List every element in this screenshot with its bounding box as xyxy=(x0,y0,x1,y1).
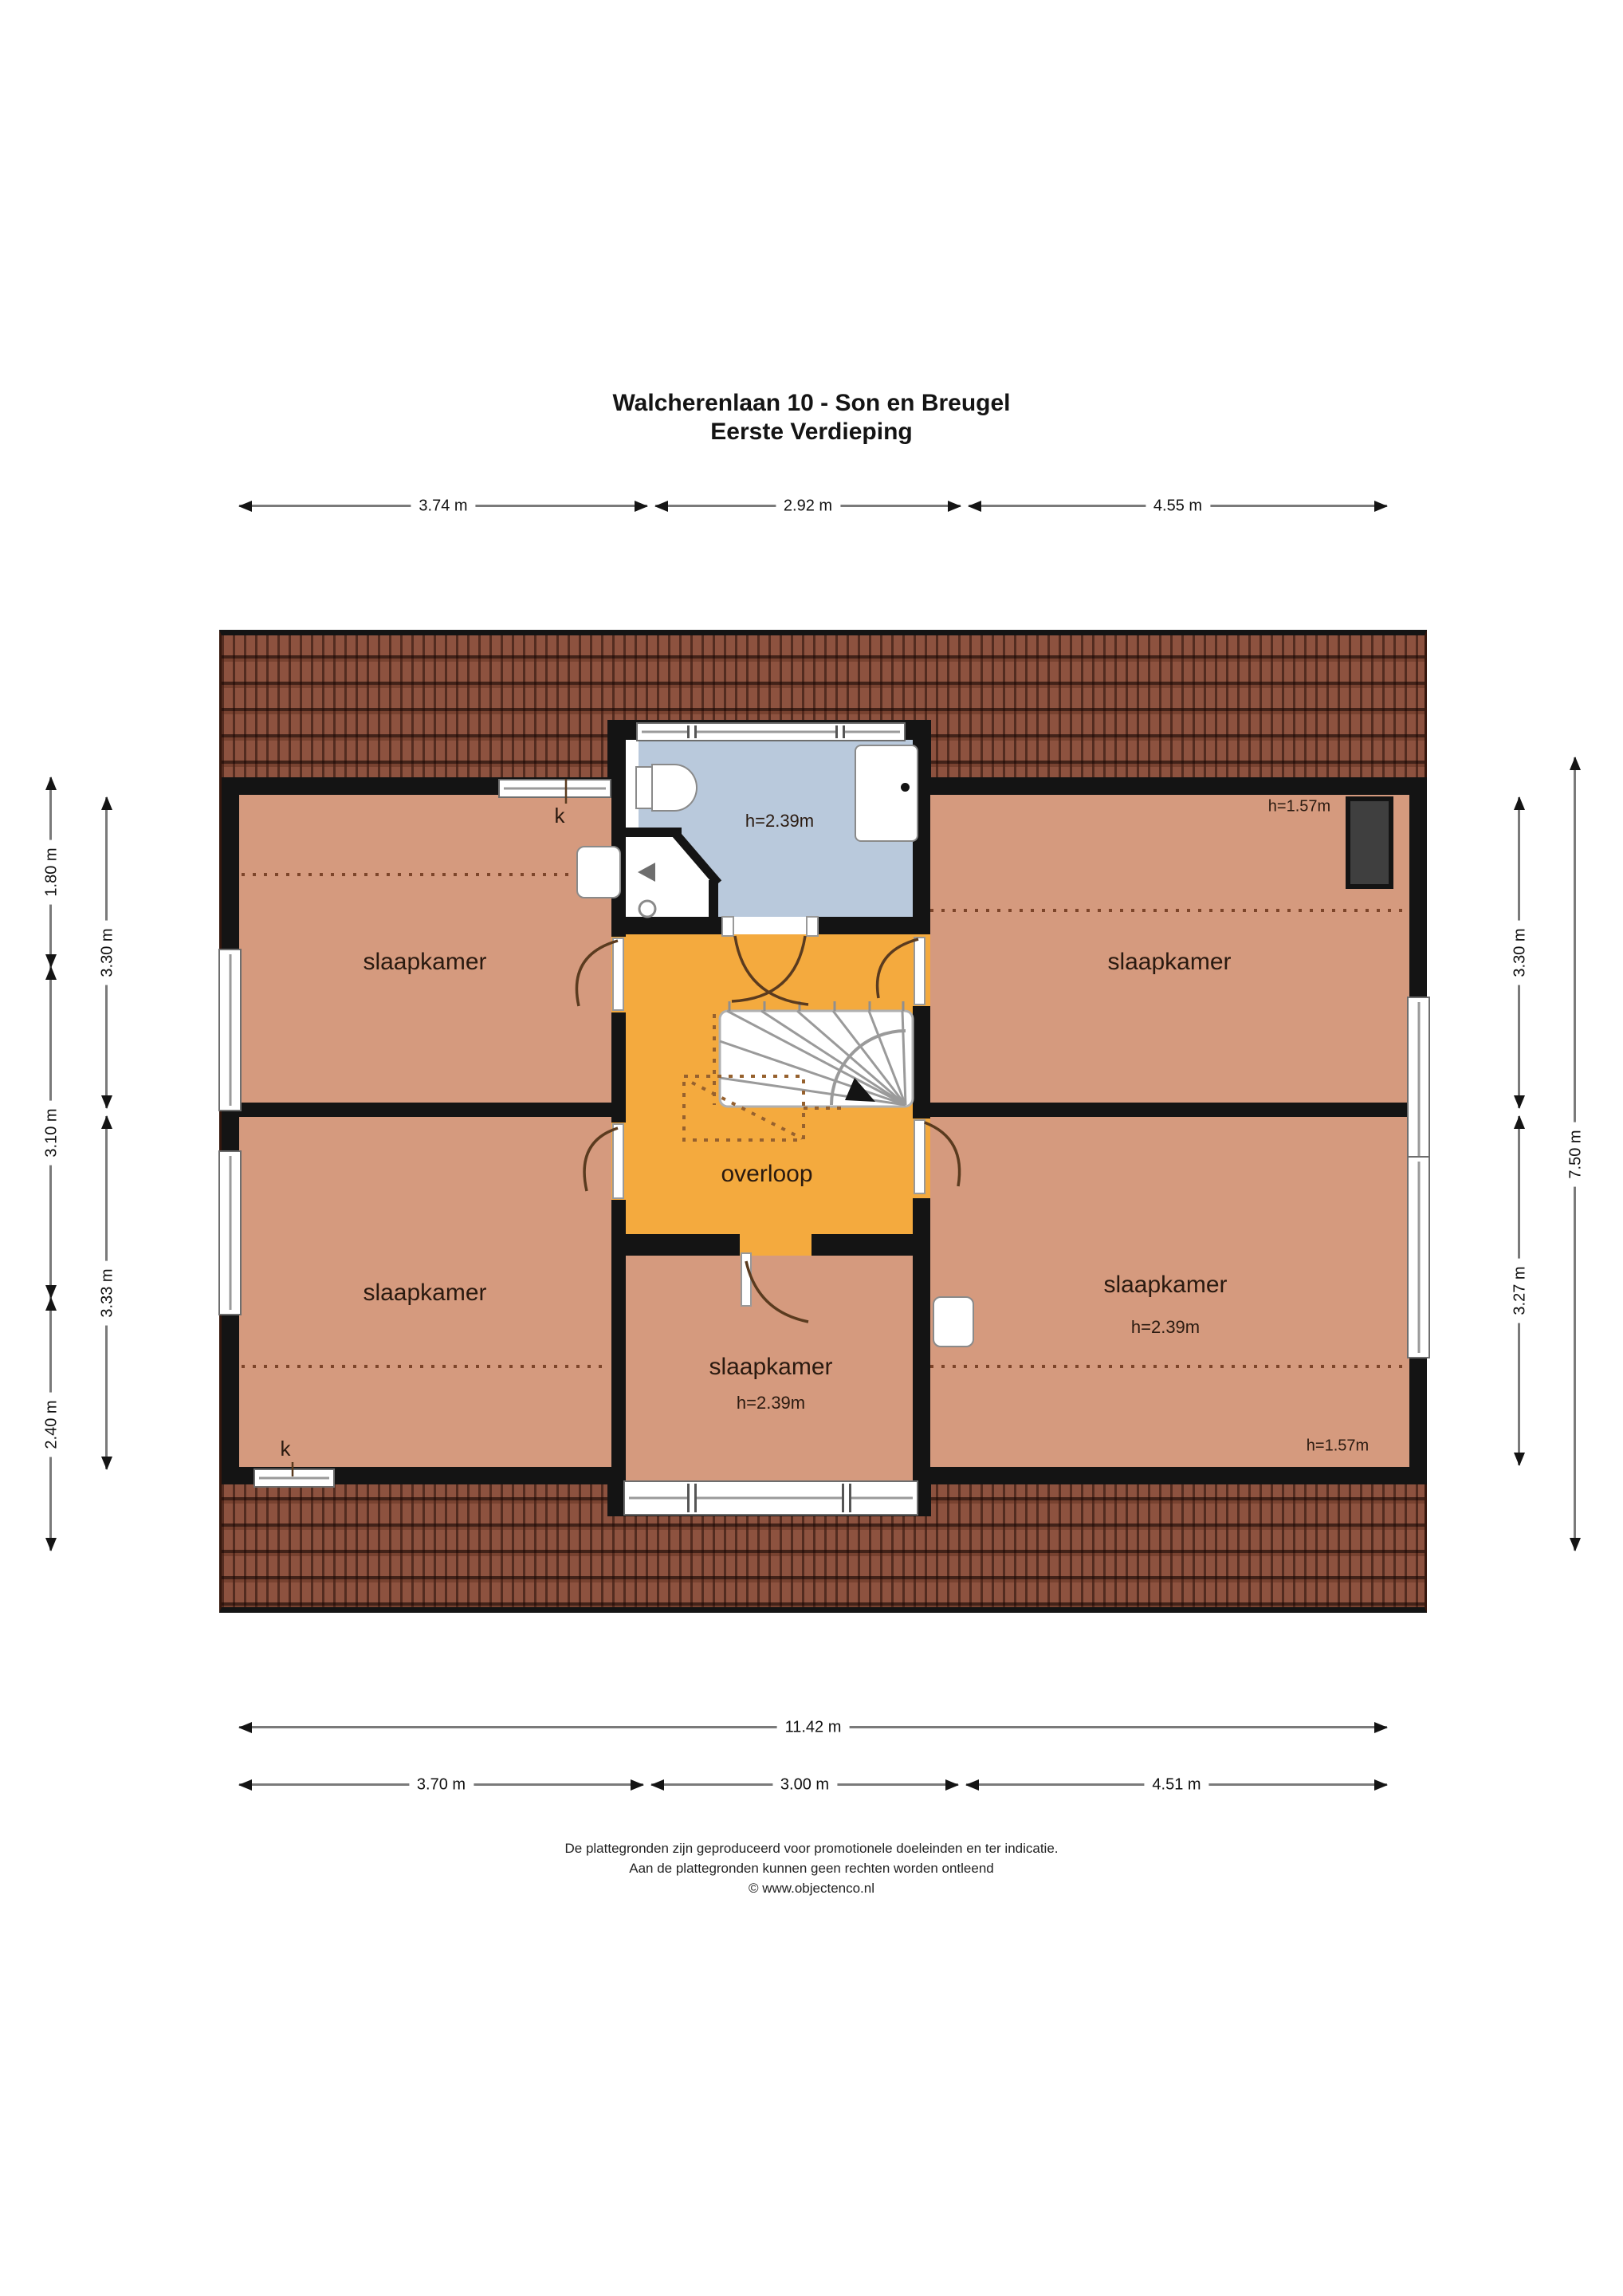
title-line-1: Walcherenlaan 10 - Son en Breugel xyxy=(612,390,1011,416)
arrow-up-icon xyxy=(45,1297,57,1311)
arrow-right-icon xyxy=(1374,1779,1388,1791)
label-bedroom-bottom-middle: slaapkamer xyxy=(709,1354,833,1380)
door-leaf-bottom-middle xyxy=(741,1253,751,1306)
arrow-right-icon xyxy=(945,1779,959,1791)
arrow-up-icon xyxy=(101,1115,112,1129)
dim-right-inner-1 xyxy=(1511,797,1529,1108)
arrow-left-icon xyxy=(238,1779,252,1791)
dim-label: 4.55 m xyxy=(1146,497,1210,516)
arrow-up-icon xyxy=(45,776,57,790)
dim-left-inner-1 xyxy=(98,797,116,1108)
dim-bottom-2 xyxy=(651,1775,958,1794)
dim-label: 3.00 m xyxy=(772,1776,837,1795)
dim-label: 2.40 m xyxy=(41,1392,63,1457)
dim-label: 1.80 m xyxy=(41,839,63,904)
door-leaf-bottom-right xyxy=(914,1120,925,1193)
door-arc-bathroom-1 xyxy=(735,936,808,1005)
height-note-bedroom-bottom-middle: h=2.39m xyxy=(736,1393,806,1413)
door-arc-bottom-right xyxy=(925,1122,960,1186)
dim-label: 3.10 m xyxy=(41,1100,63,1165)
dim-label: 3.70 m xyxy=(409,1776,474,1795)
arrow-up-icon xyxy=(1570,757,1581,770)
dim-label: 2.92 m xyxy=(776,497,840,516)
door-post-bathroom-left xyxy=(722,917,733,936)
low-ceiling-note-top-right: h=1.57m xyxy=(1267,797,1331,816)
height-note-bathroom: h=2.39m xyxy=(745,811,815,831)
arrow-right-icon xyxy=(631,1779,644,1791)
dim-left-outer-3 xyxy=(42,1298,61,1551)
skylight-marker-top: k xyxy=(554,804,565,828)
arrow-right-icon xyxy=(1374,1722,1388,1733)
label-bedroom-bottom-right: slaapkamer xyxy=(1103,1272,1228,1298)
arrow-left-icon xyxy=(650,1779,664,1791)
copyright-line: © www.objectenco.nl xyxy=(748,1881,875,1896)
arrow-down-icon xyxy=(1514,1453,1525,1466)
door-arc-top-right xyxy=(878,939,918,998)
arrow-up-icon xyxy=(101,796,112,810)
dim-label: 4.51 m xyxy=(1144,1776,1208,1795)
door-leaf-top-right xyxy=(914,938,925,1005)
door-leaf-top-left xyxy=(613,938,623,1010)
title-line-2: Eerste Verdieping xyxy=(710,419,913,445)
dim-label: 3.30 m xyxy=(1510,920,1531,985)
arrow-down-icon xyxy=(45,1538,57,1551)
dim-label: 3.74 m xyxy=(411,497,475,516)
dim-left-outer-1 xyxy=(42,777,61,967)
arrow-up-icon xyxy=(45,966,57,980)
dim-bottom-3 xyxy=(966,1775,1387,1794)
label-bedroom-top-right: slaapkamer xyxy=(1107,949,1232,975)
disclaimer xyxy=(0,1838,1623,1898)
door-leaf-bottom-left xyxy=(613,1124,623,1198)
disclaimer-line-2: Aan de plattegronden kunnen geen rechten worden ontleend xyxy=(629,1861,994,1876)
dim-right-outer xyxy=(1566,757,1585,1551)
doors xyxy=(576,917,959,1322)
arrow-down-icon xyxy=(101,1457,112,1470)
arrow-down-icon xyxy=(1514,1095,1525,1109)
dim-label: 3.27 m xyxy=(1510,1258,1531,1323)
disclaimer-line-1: De plattegronden zijn geproduceerd voor promotionele doeleinden en ter indicatie. xyxy=(564,1841,1059,1856)
dim-bottom-total xyxy=(239,1718,1387,1736)
arrow-down-icon xyxy=(1570,1538,1581,1551)
door-arc-top-left xyxy=(576,941,618,1006)
label-bedroom-bottom-left: slaapkamer xyxy=(363,1280,487,1306)
door-post-bathroom-right xyxy=(807,917,818,936)
door-arc-bathroom-2 xyxy=(732,936,805,1001)
dim-right-inner-2 xyxy=(1511,1116,1529,1465)
arrow-up-icon xyxy=(1514,796,1525,810)
dim-label: 3.30 m xyxy=(97,920,119,985)
arrow-left-icon xyxy=(238,1722,252,1733)
spiral-staircase xyxy=(720,1001,913,1107)
low-ceiling-note-bottom-right: h=1.57m xyxy=(1306,1437,1370,1455)
dim-bottom-1 xyxy=(239,1775,643,1794)
skylight-marker-bottom: k xyxy=(280,1437,291,1461)
height-note-bedroom-bottom-right: h=2.39m xyxy=(1130,1317,1201,1337)
dim-label: 11.42 m xyxy=(777,1719,850,1737)
shower-annex-side-wall xyxy=(709,880,718,917)
dim-left-outer-2 xyxy=(42,967,61,1298)
dim-label: 3.33 m xyxy=(97,1260,119,1325)
arrow-left-icon xyxy=(965,1779,979,1791)
staircase-balusters xyxy=(729,1001,903,1011)
label-landing: overloop xyxy=(721,1161,813,1187)
arrow-down-icon xyxy=(101,1095,112,1109)
label-bedroom-top-left: slaapkamer xyxy=(363,949,487,975)
arrow-up-icon xyxy=(1514,1115,1525,1129)
dim-left-inner-2 xyxy=(98,1116,116,1469)
door-arc-bottom-middle xyxy=(746,1261,808,1322)
dim-label: 7.50 m xyxy=(1566,1122,1587,1186)
